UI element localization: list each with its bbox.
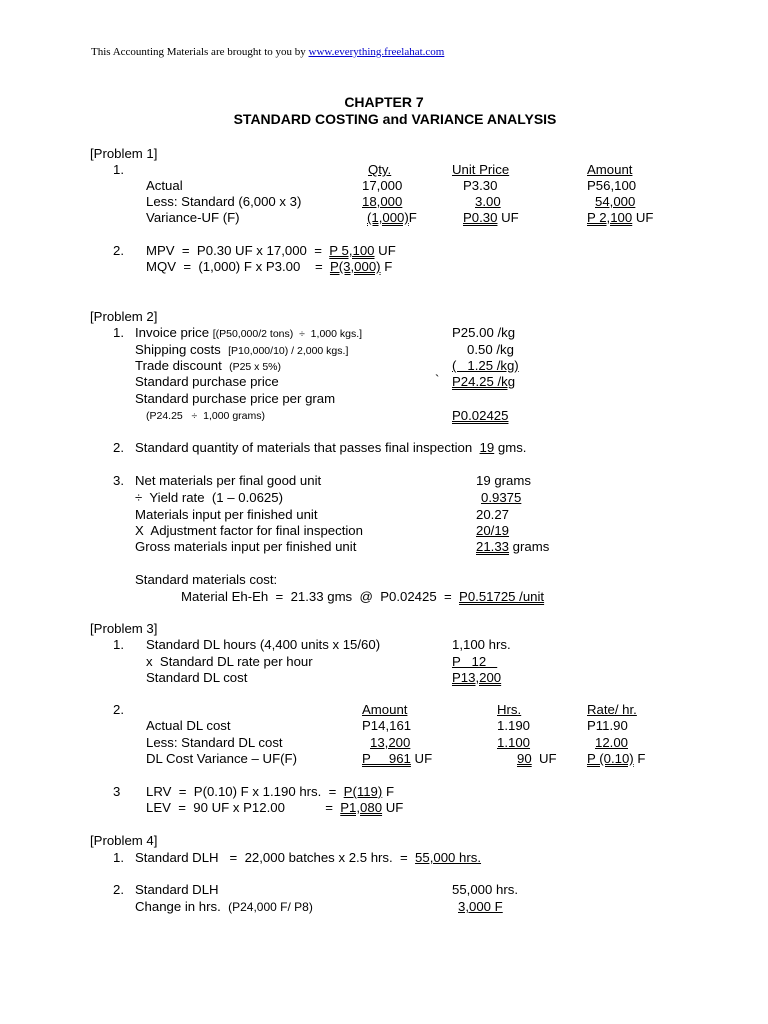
- cell-qty-value: (1,000): [367, 210, 409, 225]
- cell-unit-price-value: 3.00: [475, 194, 501, 209]
- column-header-amount: Amount: [587, 162, 633, 177]
- standard-purchase-price-value: P24.25 /kg: [452, 374, 516, 389]
- problem-2-heading: [Problem 2]: [90, 309, 158, 324]
- standard-purchase-price-label: Standard purchase price: [135, 374, 279, 389]
- gross-materials-value: [476, 539, 549, 555]
- cell-amount: [587, 210, 653, 226]
- cell-rate: [587, 751, 645, 767]
- net-materials-label: Net materials per final good unit: [135, 473, 322, 488]
- cell-rate: P11.90: [587, 718, 628, 733]
- standard-dl-hours-value: 1,100 hrs.: [452, 637, 511, 652]
- invoice-price-text: Invoice price: [135, 325, 213, 340]
- standard-dlh-line: [135, 850, 481, 866]
- standard-dl-rate-value: P 12: [452, 654, 498, 669]
- cell-unit-price-suffix: UF: [497, 210, 519, 225]
- cell-amount: P14,161: [362, 718, 412, 733]
- cell-unit-price-value: P0.30: [463, 210, 498, 225]
- mpv-line: [146, 243, 396, 259]
- row-label: Actual DL cost: [146, 718, 231, 733]
- standard-dlh-label: Standard DLH: [135, 882, 219, 897]
- item-number: 3: [113, 784, 121, 799]
- materials-input-value: 20.27: [476, 507, 510, 522]
- shipping-costs-note: [P10,000/10) / 2,000 kgs.]: [228, 345, 349, 357]
- cell-unit-price: [463, 210, 519, 226]
- item-number: 2.: [113, 702, 124, 717]
- cell-qty: 18,000: [362, 194, 403, 209]
- column-header-qty: Qty.: [368, 162, 392, 177]
- shipping-costs-value: 0.50 /kg: [467, 342, 514, 357]
- invoice-price-note: [(P50,000/2 tons) ÷ 1,000 kgs.]: [212, 328, 363, 340]
- yield-rate-number: 0.9375: [481, 490, 522, 505]
- problem-3-heading: [Problem 3]: [90, 621, 158, 636]
- cell-amount: [362, 735, 410, 751]
- source-credit-text: This Accounting Materials are brought to you by: [91, 46, 309, 58]
- shipping-costs-label: [135, 342, 348, 359]
- item-number: 1.: [113, 162, 124, 177]
- shipping-costs-text: Shipping costs: [135, 342, 229, 357]
- gross-materials-suffix: grams: [509, 539, 550, 554]
- standard-quantity-line: [135, 440, 526, 456]
- price-per-gram-label: Standard purchase price per gram: [135, 391, 336, 406]
- row-label: DL Cost Variance – UF(F): [146, 751, 297, 766]
- standard-quantity-text: Standard quantity of materials that passes final inspection: [135, 440, 480, 455]
- item-number: 2.: [113, 243, 124, 258]
- cell-amount-value: 54,000: [595, 194, 636, 209]
- standard-dlh-text: Standard DLH = 22,000 batches x 2.5 hrs. =: [135, 850, 416, 865]
- cell-amount-value: P 2,100: [587, 210, 633, 225]
- change-in-hours-label: [135, 899, 313, 915]
- cell-amount-value: P 961: [362, 751, 411, 766]
- lev-text: LEV = 90 UF x P12.00 =: [146, 800, 341, 815]
- invoice-price-value: P25.00 /kg: [452, 325, 516, 340]
- gross-materials-label: Gross materials input per finished unit: [135, 539, 357, 554]
- material-cost-value: P0.51725 /unit: [459, 589, 545, 604]
- lrv-line: [146, 784, 394, 800]
- item-number: 1.: [113, 850, 124, 865]
- lev-line: [146, 800, 403, 816]
- problem-4-heading: [Problem 4]: [90, 833, 158, 848]
- cell-hrs-suffix: UF: [531, 751, 557, 766]
- price-per-gram-value: P0.02425: [452, 408, 509, 423]
- trade-discount-note: (P25 x 5%): [229, 361, 282, 373]
- material-cost-line: [181, 589, 544, 605]
- tick-mark: `: [435, 372, 440, 387]
- net-materials-value: 19 grams: [476, 473, 531, 488]
- source-credit: [91, 44, 444, 60]
- change-in-hours-note: (P24,000 F/ P8): [228, 900, 313, 914]
- row-label: Actual: [146, 178, 183, 193]
- cell-unit-price: [463, 194, 509, 210]
- column-header-rate: Rate/ hr.: [587, 702, 637, 717]
- item-number: 1.: [113, 637, 124, 652]
- yield-rate-value: [476, 490, 521, 506]
- trade-discount-text: Trade discount: [135, 358, 230, 373]
- item-number: 2.: [113, 882, 124, 897]
- item-number: 3.: [113, 473, 124, 488]
- row-label: Less: Standard DL cost: [146, 735, 283, 750]
- item-number: 1.: [113, 325, 124, 340]
- mqv-value: P(3,000): [329, 259, 381, 274]
- lev-value: P1,080: [340, 800, 383, 815]
- cell-amount-suffix: UF: [632, 210, 654, 225]
- cell-hrs: [497, 751, 557, 767]
- cell-amount: [587, 194, 635, 210]
- cell-amount-suffix: UF: [410, 751, 433, 766]
- mpv-value: P 5,100: [329, 243, 375, 258]
- change-in-hours-text: Change in hrs.: [135, 899, 229, 914]
- item-number: 2.: [113, 440, 124, 455]
- standard-dlh-amount: 55,000 hrs.: [452, 882, 518, 897]
- lrv-value: P(119): [343, 784, 383, 799]
- cell-unit-price: P3.30: [463, 178, 498, 193]
- mqv-suffix: F: [380, 259, 393, 274]
- cell-amount: [362, 751, 432, 767]
- cell-hrs: 1.100: [497, 735, 531, 750]
- chapter-title: CHAPTER 7: [344, 94, 424, 110]
- change-in-hours-value: [452, 899, 503, 915]
- standard-dl-rate-label: x Standard DL rate per hour: [146, 654, 313, 669]
- cell-amount-value: 13,200: [370, 735, 411, 750]
- cell-rate-value: 12.00: [595, 735, 629, 750]
- mpv-text: MPV = P0.30 UF x 17,000 =: [146, 243, 330, 258]
- standard-quantity-suffix: gms.: [494, 440, 527, 455]
- column-header-unit-price: Unit Price: [452, 162, 510, 177]
- chapter-subtitle: STANDARD COSTING and VARIANCE ANALYSIS: [233, 111, 557, 127]
- cell-hrs: 1.190: [497, 718, 531, 733]
- invoice-price-label: [135, 325, 362, 342]
- source-link[interactable]: www.everything.freelahat.com: [308, 46, 445, 58]
- cell-qty: [362, 210, 417, 226]
- yield-rate-label: ÷ Yield rate (1 – 0.0625): [135, 490, 283, 505]
- gross-materials-number: 21.33: [476, 539, 510, 554]
- change-in-hours-number: 3,000 F: [458, 899, 503, 914]
- materials-input-label: Materials input per finished unit: [135, 507, 318, 522]
- row-label: Variance-UF (F): [146, 210, 240, 225]
- cell-rate-suffix: F: [633, 751, 646, 766]
- trade-discount-label: [135, 358, 281, 375]
- cell-rate: [587, 735, 629, 751]
- trade-discount-value: ( 1.25 /kg): [452, 358, 519, 373]
- adjustment-factor-label: X Adjustment factor for final inspection: [135, 523, 363, 538]
- lrv-suffix: F: [382, 784, 395, 799]
- row-label: Less: Standard (6,000 x 3): [146, 194, 302, 209]
- problem-1-heading: [Problem 1]: [90, 146, 158, 161]
- cell-qty-suffix: F: [408, 210, 417, 225]
- standard-materials-cost-label: Standard materials cost:: [135, 572, 278, 587]
- price-per-gram-note: (P24.25 ÷ 1,000 grams): [146, 410, 265, 422]
- adjustment-factor-value: 20/19: [476, 523, 510, 538]
- cell-qty: 17,000: [362, 178, 403, 193]
- standard-dl-cost-value: P13,200: [452, 670, 502, 685]
- cell-hrs-value: 90: [517, 751, 532, 766]
- mqv-line: [146, 259, 392, 275]
- standard-dlh-value: 55,000 hrs.: [415, 850, 482, 865]
- standard-quantity-value: 19: [479, 440, 495, 455]
- cell-amount: P56,100: [587, 178, 637, 193]
- standard-dl-hours-label: Standard DL hours (4,400 units x 15/60): [146, 637, 381, 652]
- mqv-text: MQV = (1,000) F x P3.00 =: [146, 259, 330, 274]
- column-header-amount: Amount: [362, 702, 408, 717]
- material-cost-text: Material Eh-Eh = 21.33 gms @ P0.02425 =: [181, 589, 460, 604]
- cell-rate-value: P (0.10): [587, 751, 634, 766]
- lrv-text: LRV = P(0.10) F x 1.190 hrs. =: [146, 784, 344, 799]
- column-header-hrs: Hrs.: [497, 702, 522, 717]
- standard-dl-cost-label: Standard DL cost: [146, 670, 248, 685]
- lev-suffix: UF: [382, 800, 404, 815]
- mpv-suffix: UF: [374, 243, 396, 258]
